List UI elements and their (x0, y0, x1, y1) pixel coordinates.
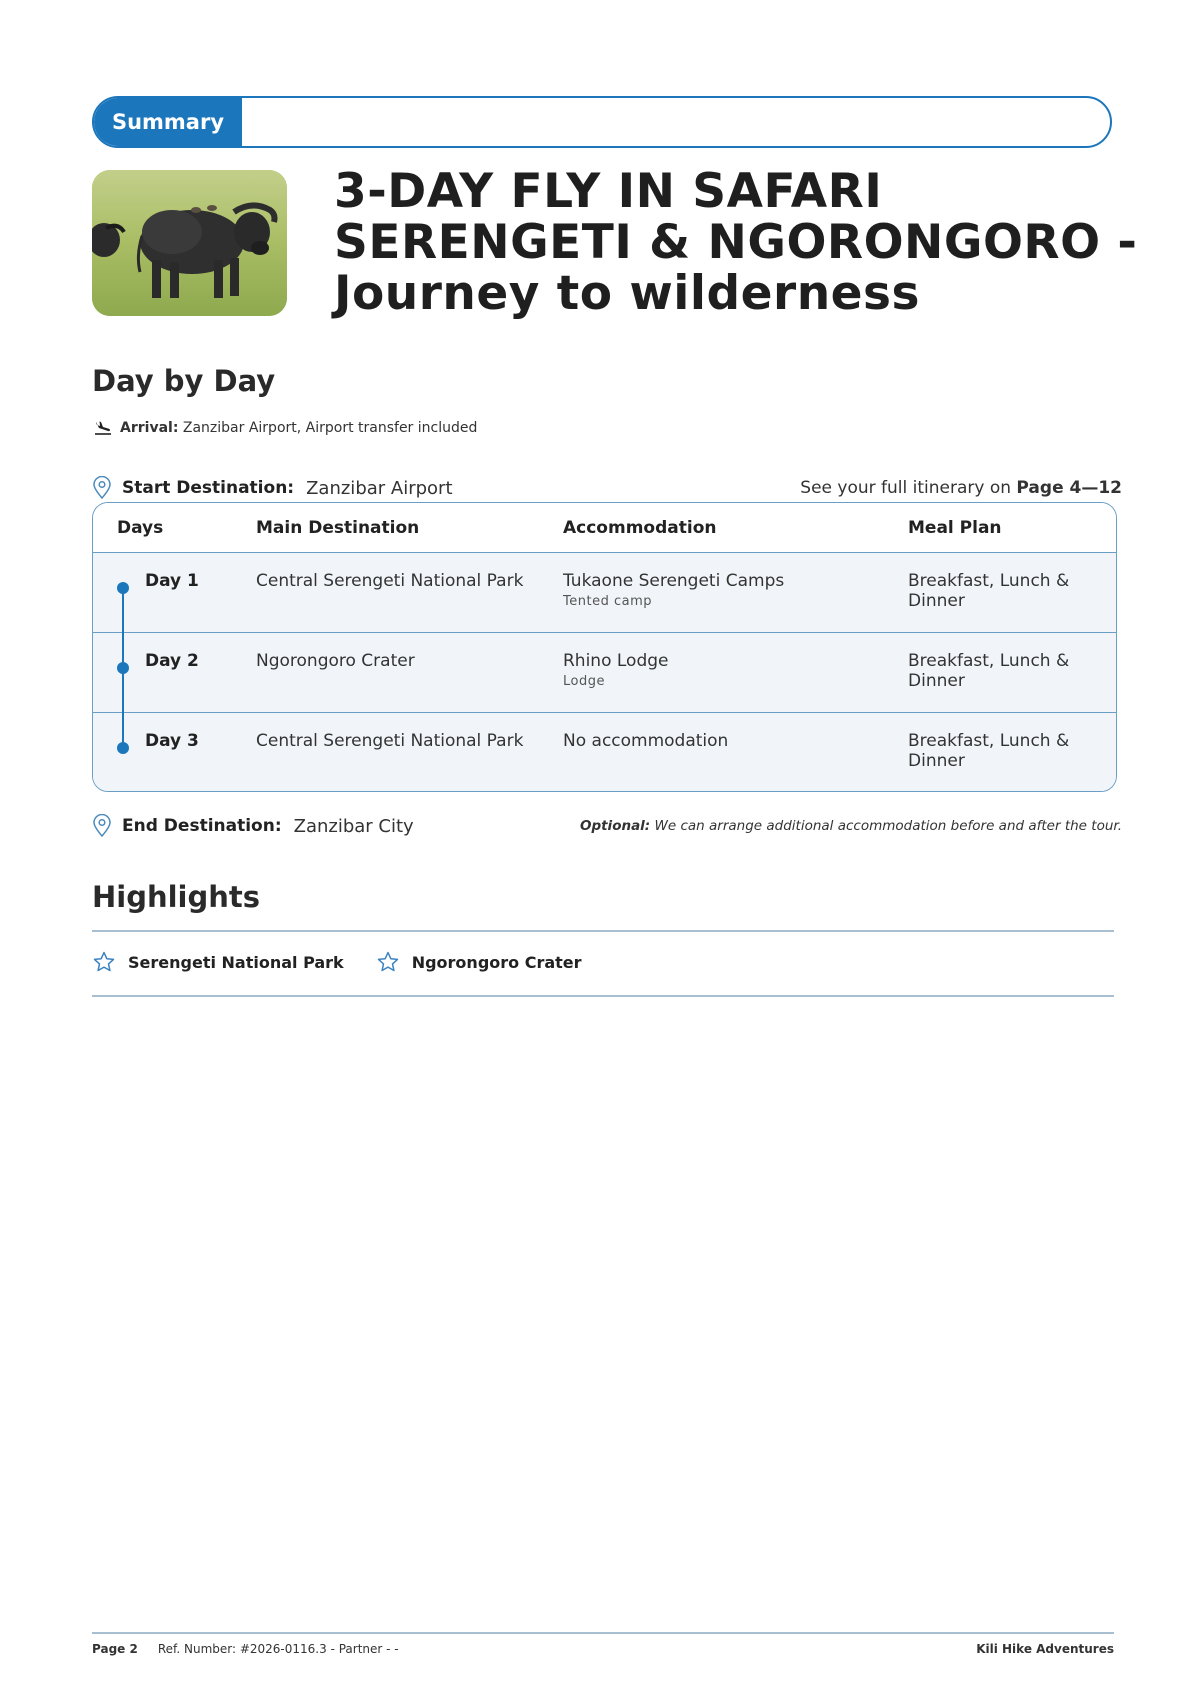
start-destination-row (92, 476, 1122, 500)
star-icon (376, 950, 400, 974)
main-destination: Central Serengeti National Park (256, 571, 524, 591)
start-destination-value: Zanzibar Airport (306, 477, 453, 499)
plane-landing-icon (94, 420, 112, 436)
table-row (93, 553, 1116, 633)
header-accommodation: Accommodation (563, 518, 717, 538)
accommodation (563, 731, 728, 751)
itinerary-table (92, 502, 1117, 792)
arrival-value: Zanzibar Airport, Airport transfer included (182, 420, 478, 436)
day-by-day-heading: Day by Day (92, 364, 276, 398)
accommodation-type: Tented camp (563, 594, 652, 609)
timeline-line (122, 583, 124, 745)
table-header-row (93, 503, 1116, 553)
accommodation-name: Rhino Lodge (563, 651, 669, 671)
header-meal-plan: Meal Plan (908, 518, 1002, 538)
highlight-label: Serengeti National Park (128, 952, 344, 972)
optional-label: Optional: (579, 818, 651, 834)
optional-note (580, 818, 1122, 834)
meal-plan: Breakfast, Lunch & Dinner (908, 731, 1070, 771)
highlights-heading: Highlights (92, 880, 261, 914)
end-destination-value: Zanzibar City (293, 815, 414, 837)
arrival-label: Arrival: (120, 420, 179, 436)
highlight-item (92, 950, 344, 974)
end-destination-label: End Destination: (122, 816, 282, 836)
optional-text: We can arrange additional accommodation before and after the tour. (654, 818, 1122, 834)
star-icon (92, 950, 116, 974)
meal-plan: Breakfast, Lunch & Dinner (908, 651, 1070, 691)
accommodation (563, 651, 669, 689)
accommodation (563, 571, 784, 609)
accommodation-name: Tukaone Serengeti Camps (563, 571, 785, 591)
day-label: Day 1 (145, 571, 199, 591)
start-destination-label: Start Destination: (122, 478, 295, 498)
divider (92, 930, 1114, 932)
meal-plan: Breakfast, Lunch & Dinner (908, 571, 1070, 611)
page-number: Page 2 (92, 1642, 138, 1656)
footer (92, 1642, 1114, 1656)
header-main-destination: Main Destination (256, 518, 420, 538)
location-pin-icon (92, 476, 112, 500)
main-destination: Ngorongoro Crater (256, 651, 415, 671)
hero-photo (92, 170, 287, 316)
highlights-list (92, 950, 614, 974)
accommodation-type: Lodge (563, 674, 605, 689)
table-row (93, 633, 1116, 713)
highlight-label: Ngorongoro Crater (411, 952, 582, 972)
reference-number: Ref. Number: #2026-0116.3 - Partner - - (157, 1642, 399, 1656)
footer-divider (92, 1632, 1114, 1634)
page-title (334, 164, 1138, 321)
title-line-3: Journey to wilderness (334, 266, 920, 321)
table-row (93, 713, 1116, 791)
location-pin-icon (92, 814, 112, 838)
arrival-line (94, 420, 477, 436)
title-line-1: 3-DAY FLY IN SAFARI (334, 164, 883, 219)
highlight-item (376, 950, 582, 974)
itinerary-ref-pages: Page 4—12 (1016, 478, 1122, 498)
day-label: Day 2 (145, 651, 199, 671)
title-line-2: SERENGETI & NGORONGORO - (334, 215, 1138, 270)
summary-bar (92, 96, 1112, 148)
summary-tab: Summary (94, 98, 242, 146)
day-label: Day 3 (145, 731, 199, 751)
divider (92, 995, 1114, 997)
itinerary-page-ref (800, 478, 1122, 498)
end-destination-row (92, 814, 1122, 838)
brand-name: Kili Hike Adventures (976, 1642, 1114, 1656)
accommodation-name: No accommodation (563, 731, 729, 751)
main-destination: Central Serengeti National Park (256, 731, 524, 751)
header-days: Days (117, 518, 164, 538)
itinerary-ref-prefix: See your full itinerary on (800, 478, 1012, 498)
